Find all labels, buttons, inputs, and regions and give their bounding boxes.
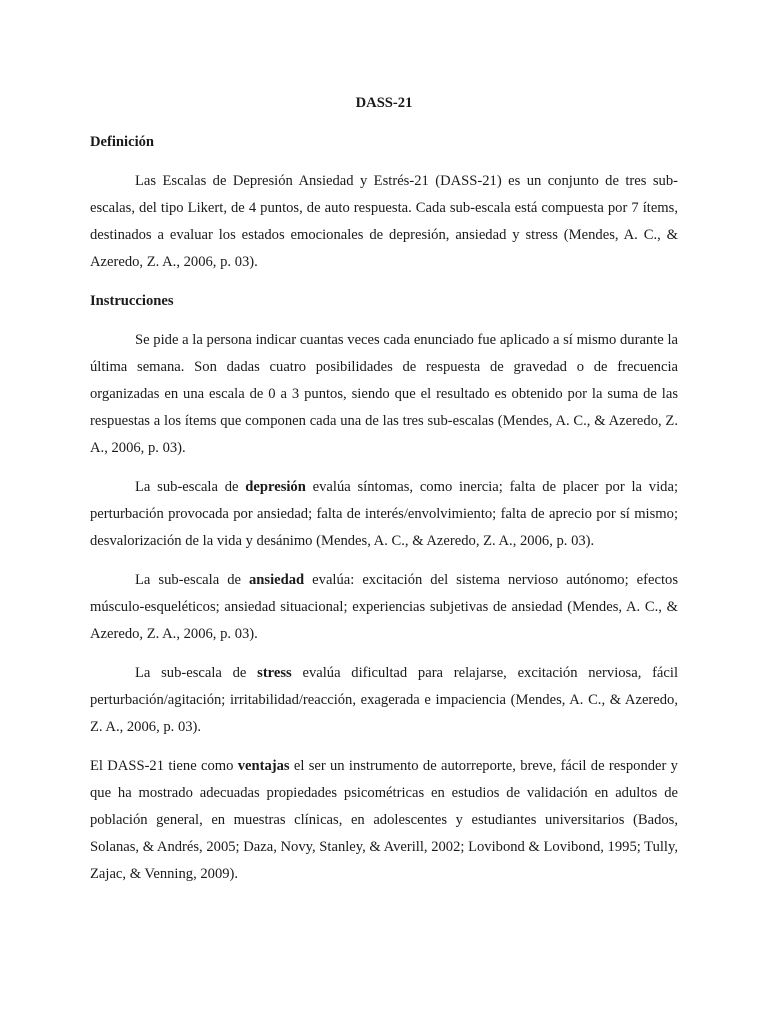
stress-suffix: evalúa dificultad para relajarse, excitación nerviosa, fácil perturbación/agitación; irritabilidad/reacción, exagerada e impaciencia (Mendes, A. C., & Azeredo, Z. A., 2006, p. 03). bbox=[90, 665, 678, 735]
ansiedad-prefix: La sub-escala de bbox=[135, 572, 249, 588]
stress-term: stress bbox=[257, 665, 292, 681]
document-page bbox=[90, 90, 678, 900]
document-title: DASS-21 bbox=[355, 95, 413, 111]
stress-prefix: La sub-escala de bbox=[135, 665, 258, 681]
paragraph-ansiedad bbox=[90, 567, 678, 648]
paragraph-definicion: Las Escalas de Depresión Ansiedad y Estrés-21 (DASS-21) es un conjunto de tres sub-escalas, del tipo Likert, de 4 puntos, de auto respuesta. Cada sub-escala está compuesta por 7 ítems, destinados a evaluar los estados emocionales de depresión, ansiedad y stress (Mendes, A. C., & Azeredo, Z. A., 2006, p. 03). bbox=[90, 173, 678, 270]
paragraph-stress bbox=[90, 660, 678, 741]
ansiedad-term: ansiedad bbox=[249, 572, 305, 588]
ventajas-term: ventajas bbox=[237, 758, 290, 774]
depresion-term: depresión bbox=[245, 479, 306, 495]
ansiedad-suffix: evalúa: excitación del sistema nervioso autónomo; efectos músculo-esqueléticos; ansiedad situacional; experiencias subjetivas de ansiedad (Mendes, A. C., & Azeredo, Z. A., 2006, p. 03). bbox=[90, 572, 678, 642]
depresion-prefix: La sub-escala de bbox=[135, 479, 246, 495]
ventajas-prefix: El DASS-21 tiene como bbox=[90, 758, 238, 774]
heading-definicion: Definición bbox=[90, 134, 155, 150]
paragraph-instrucciones: Se pide a la persona indicar cuantas veces cada enunciado fue aplicado a sí mismo durante la última semana. Son dadas cuatro posibilidades de respuesta de gravedad o de frecuencia organizadas en una escala de 0 a 3 puntos, siendo que el resultado es obtenido por la suma de las respuestas a los ítems que componen cada una de las tres sub-escalas (Mendes, A. C., & Azeredo, Z. A., 2006, p. 03). bbox=[90, 332, 678, 456]
depresion-suffix: evalúa síntomas, como inercia; falta de placer por la vida; perturbación provocada por ansiedad; falta de interés/envolvimiento; falta de aprecio por sí mismo; desvalorización de la vida y desánimo (Mendes, A. C., & Azeredo, Z. A., 2006, p. 03). bbox=[90, 479, 678, 549]
heading-instrucciones: Instrucciones bbox=[90, 293, 174, 309]
paragraph-ventajas bbox=[90, 753, 678, 888]
ventajas-suffix: el ser un instrumento de autorreporte, breve, fácil de responder y que ha mostrado adecuadas propiedades psicométricas en estudios de validación en adultos de población general, en muestras clínicas, en adolescentes y estudiantes universitarios (Bados, Solanas, & Andrés, 2005; Daza, Novy, Stanley, & Averill, 2002; Lovibond & Lovibond, 1995; Tully, Zajac, & Venning, 2009). bbox=[90, 758, 678, 882]
paragraph-depresion bbox=[90, 474, 678, 555]
